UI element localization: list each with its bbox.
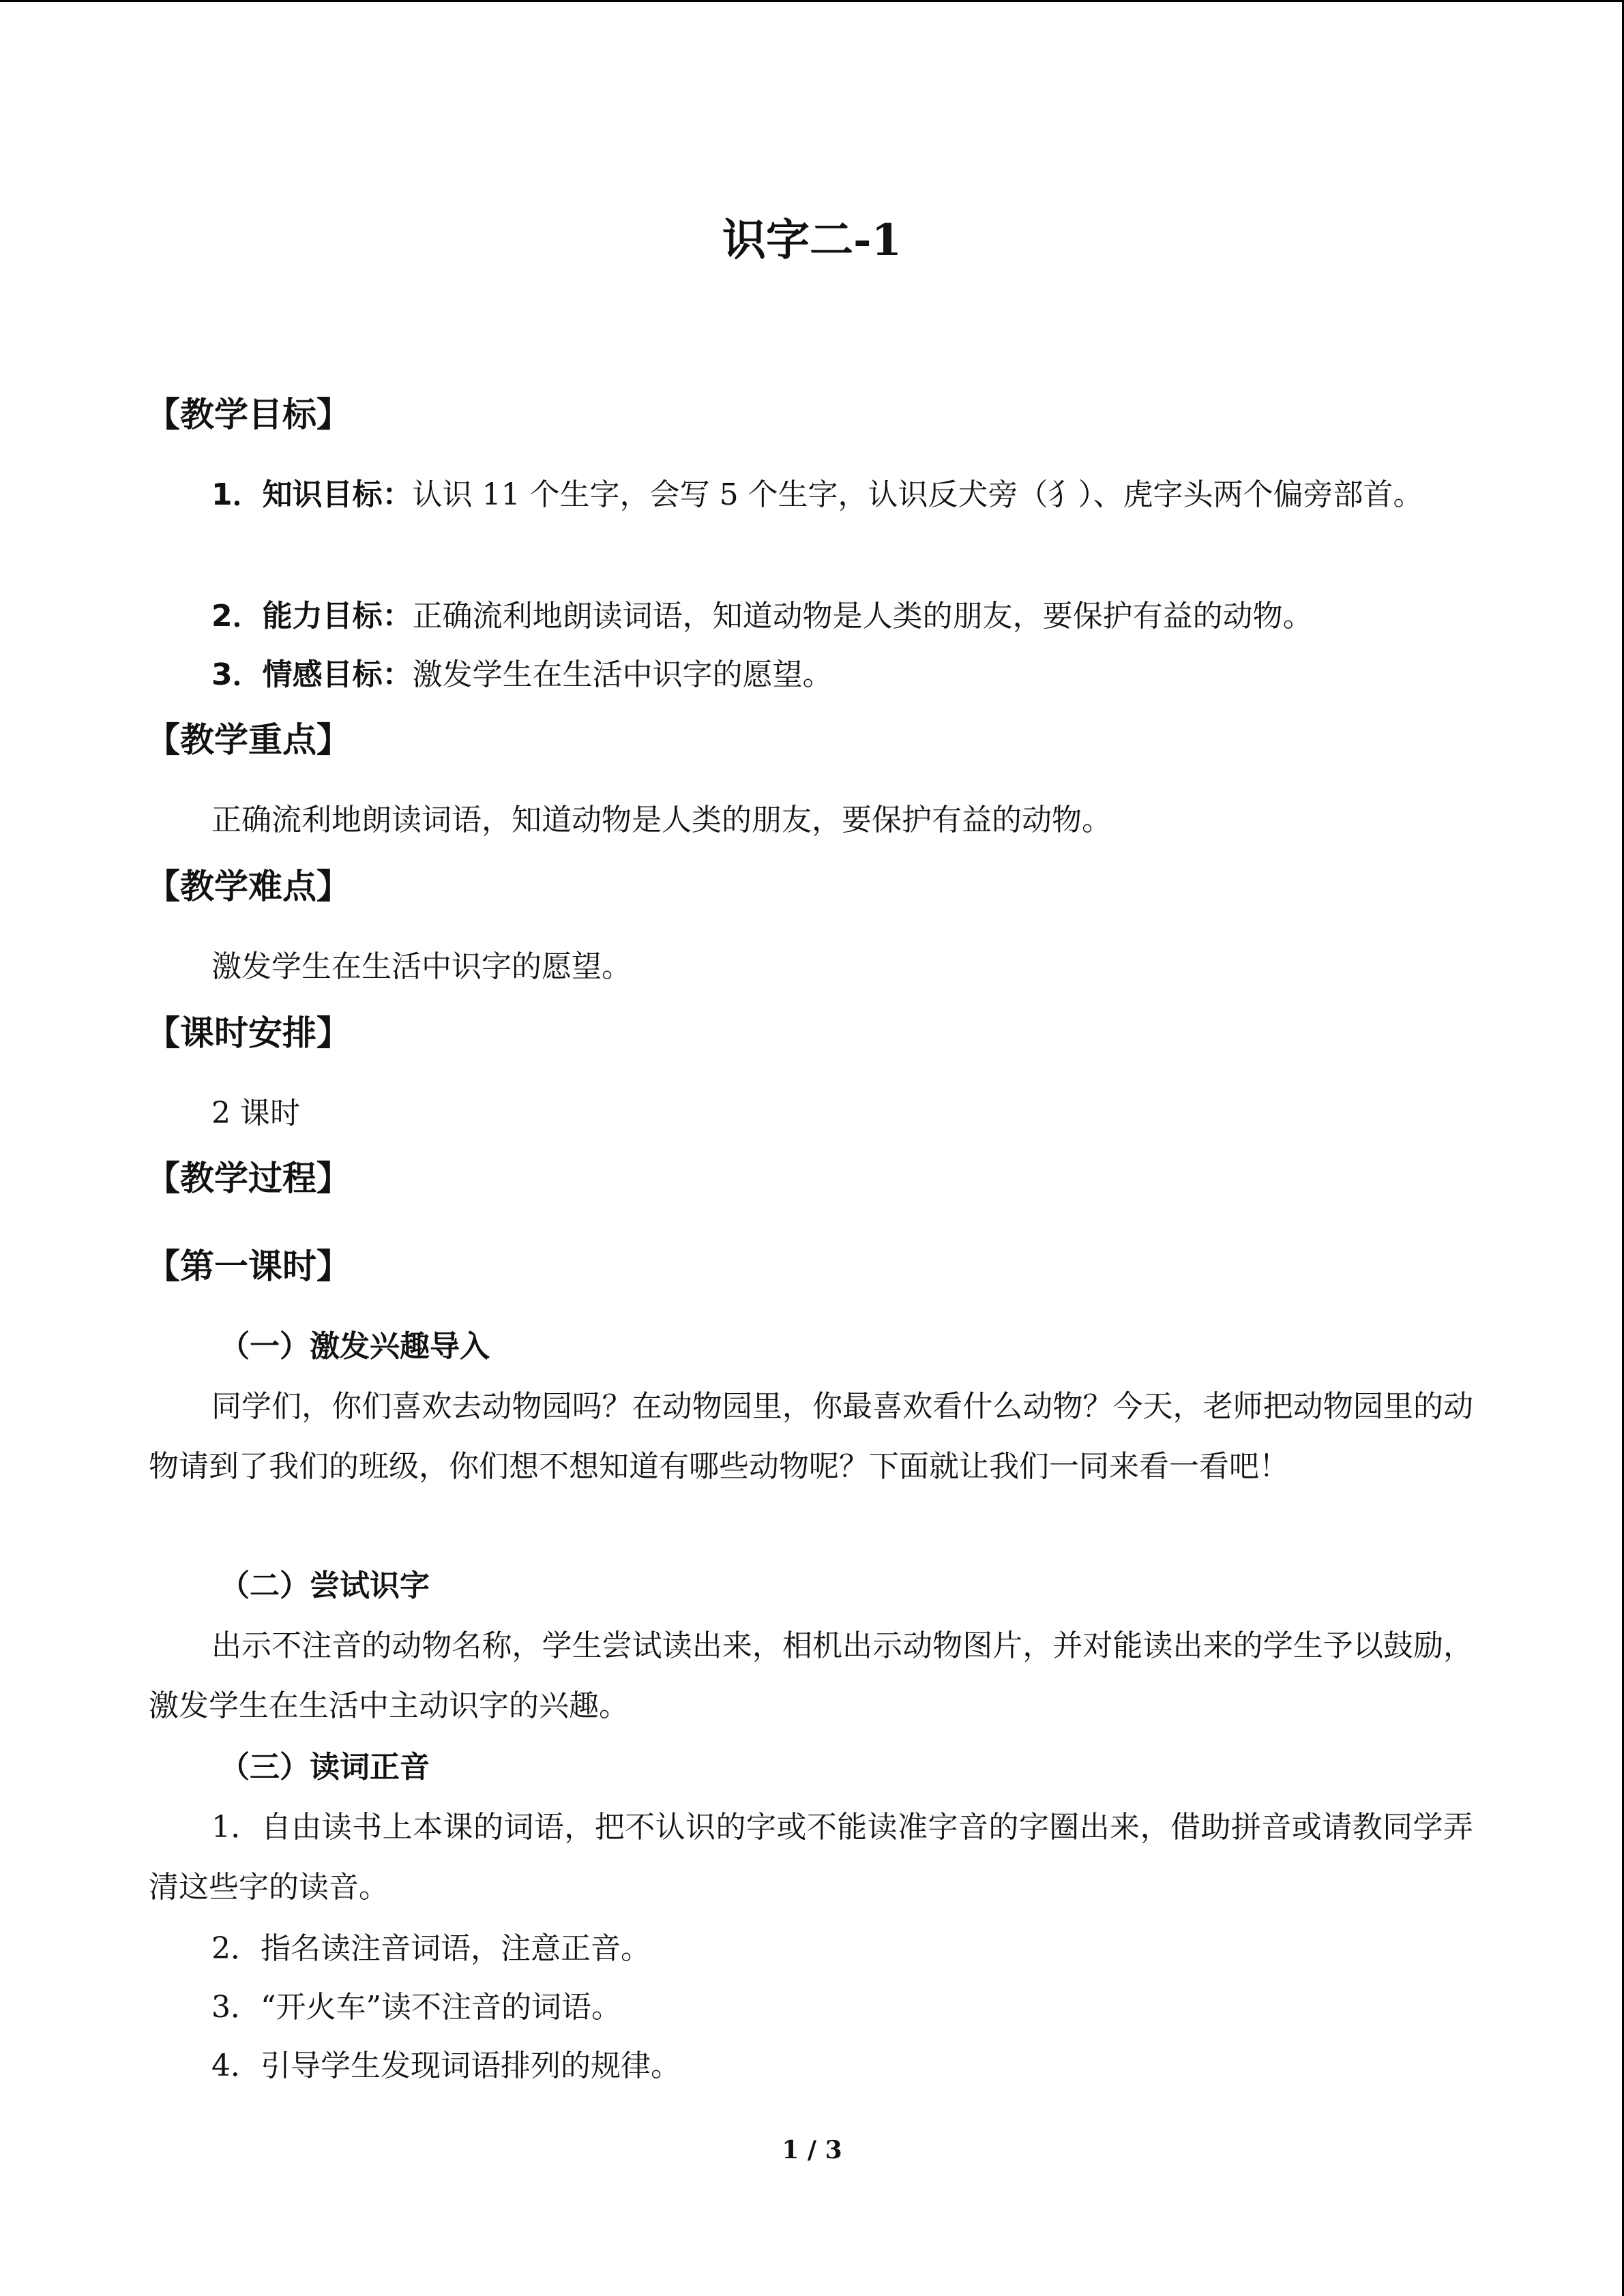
part-2-text: 出示不注音的动物名称，学生尝试读出来，相机出示动物图片，并对能读出来的学生予以鼓励，激发学生在生活中主动识字的兴趣。 — [149, 1628, 1473, 1723]
objective-1 — [149, 465, 1473, 525]
objective-2-label: 能力目标： — [262, 599, 413, 633]
part-3-step-4: 4．引导学生发现词语排列的规律。 — [211, 2048, 681, 2083]
objective-3 — [211, 655, 833, 696]
part-1-text: 同学们，你们喜欢去动物园吗？在动物园里，你最喜欢看什么动物？今天，老师把动物园里的动物请到了我们的班级，你们想不想知道有哪些动物呢？下面就让我们一同来看一看吧！ — [149, 1389, 1473, 1484]
objective-2-text: 正确流利地朗读词语，知道动物是人类的朋友，要保护有益的动物。 — [412, 599, 1313, 633]
heading-objectives: 【教学目标】 — [146, 395, 351, 434]
heading-difficulties: 【教学难点】 — [146, 867, 351, 906]
objective-2 — [211, 596, 1313, 637]
objective-3-num: 3． — [211, 657, 263, 692]
objective-1-num: 1． — [211, 477, 263, 512]
page-number: 1 / 3 — [782, 2136, 842, 2164]
part-2-title: （二）尝试识字 — [220, 1568, 430, 1603]
schedule-text: 2 课时 — [211, 1096, 300, 1131]
objective-2-num: 2． — [211, 599, 263, 633]
heading-schedule: 【课时安排】 — [146, 1013, 351, 1053]
objective-1-label: 知识目标： — [262, 477, 413, 512]
part-3-title: （三）读词正音 — [220, 1750, 430, 1785]
part-3-step-2: 2．指名读注音词语，注意正音。 — [211, 1931, 651, 1966]
objective-3-label: 情感目标： — [262, 657, 413, 692]
part-3-step-3: 3．“开火车”读不注音的词语。 — [211, 1990, 621, 2025]
key-points-text: 正确流利地朗读词语，知道动物是人类的朋友，要保护有益的动物。 — [211, 803, 1112, 837]
part-1-title: （一）激发兴趣导入 — [220, 1329, 490, 1364]
page-title: 识字二-1 — [722, 215, 902, 266]
page-border-top — [0, 0, 1624, 2]
part-3-step-1: 1．自由读书上本课的词语，把不认识的字或不能读准字音的字圈出来，借助拼音或请教同学弄清这些字的读音。 — [149, 1810, 1473, 1905]
objective-3-text: 激发学生在生活中识字的愿望。 — [412, 657, 833, 692]
heading-process: 【教学过程】 — [146, 1159, 351, 1198]
heading-key-points: 【教学重点】 — [146, 720, 351, 760]
objective-1-text: 认识 11 个生字，会写 5 个生字，认识反犬旁（犭）、虎字头两个偏旁部首。 — [412, 477, 1423, 512]
difficulties-text: 激发学生在生活中识字的愿望。 — [211, 949, 632, 984]
heading-lesson-1: 【第一课时】 — [146, 1247, 351, 1286]
